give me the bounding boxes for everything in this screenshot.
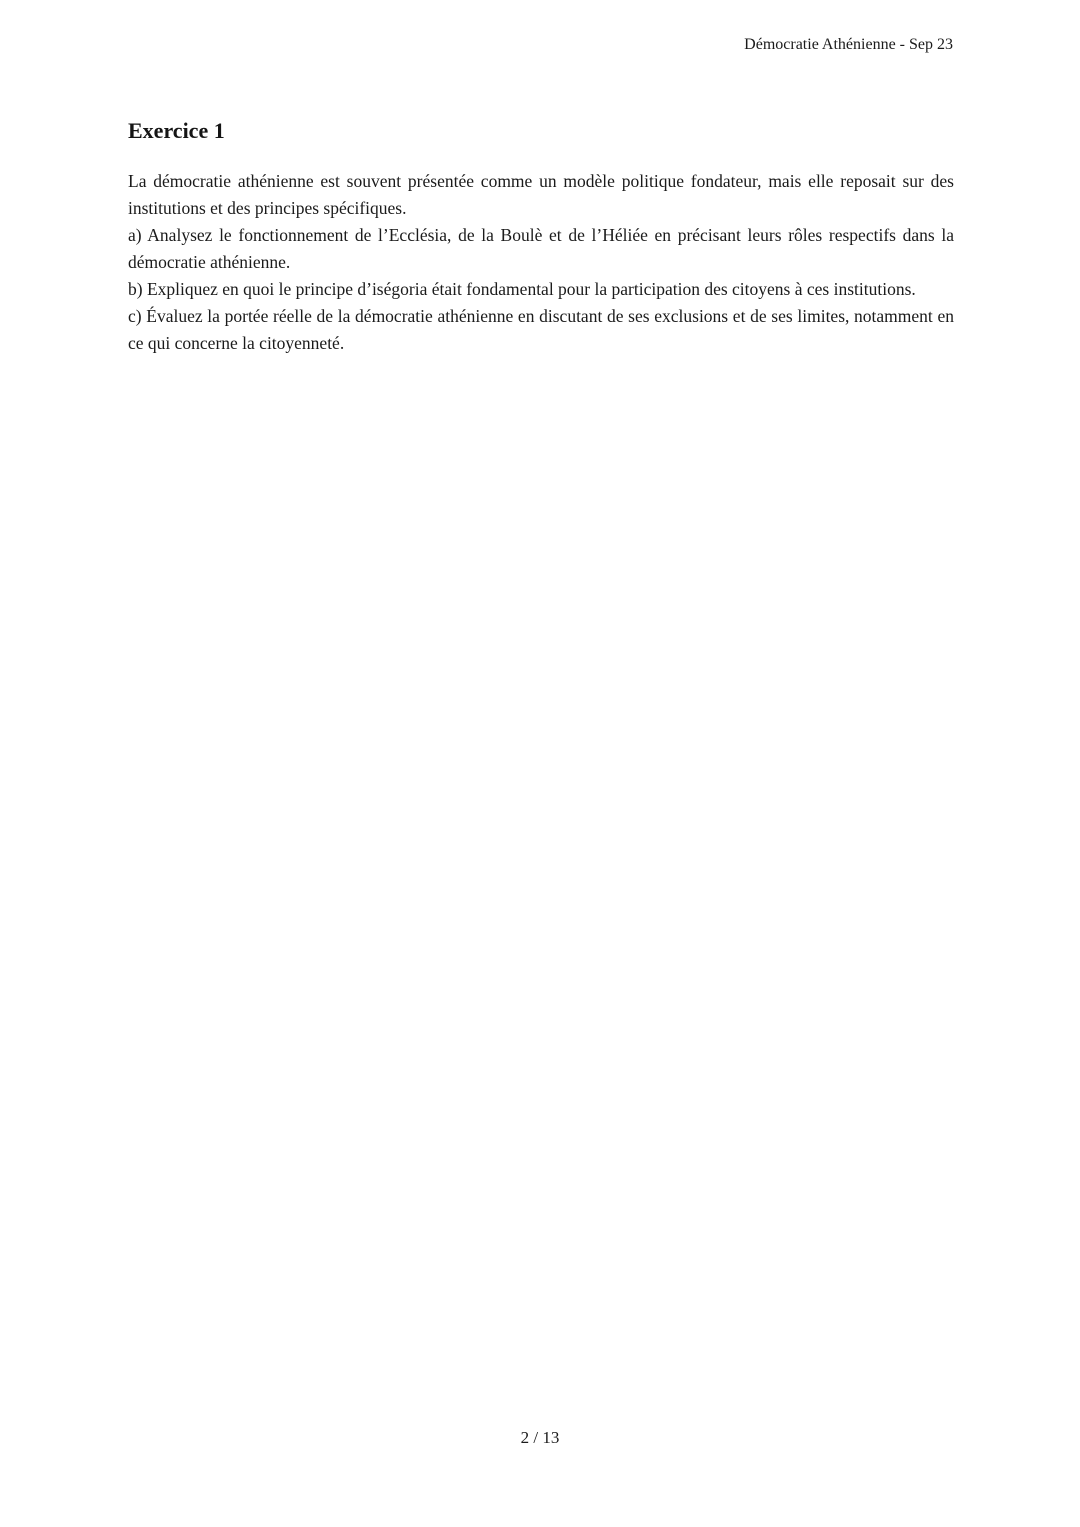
question-c: c) Évaluez la portée réelle de la démocratie athénienne en discutant de ses exclusions et de ses limites, notamment en ce qui concerne la citoyenneté. [128,306,954,353]
question-a: a) Analysez le fonctionnement de l’Ecclésia, de la Boulè et de l’Héliée en précisant leurs rôles respectifs dans la démocratie athénienne. [128,225,954,272]
exercise-section [128,118,954,357]
page-number: 2 / 13 [520,1428,560,1447]
question-b: b) Expliquez en quoi le principe d’iségoria était fondamental pour la participation des citoyens à ces institutions. [128,279,916,299]
page-footer [0,1428,1080,1448]
exercise-heading: Exercice 1 [128,118,225,143]
page-header [128,35,953,55]
header-title: Démocratie Athénienne - Sep 23 [744,36,953,53]
exercise-intro: La démocratie athénienne est souvent présentée comme un modèle politique fondateur, mais elle reposait sur des institutions et des principes spécifiques. [128,171,954,218]
